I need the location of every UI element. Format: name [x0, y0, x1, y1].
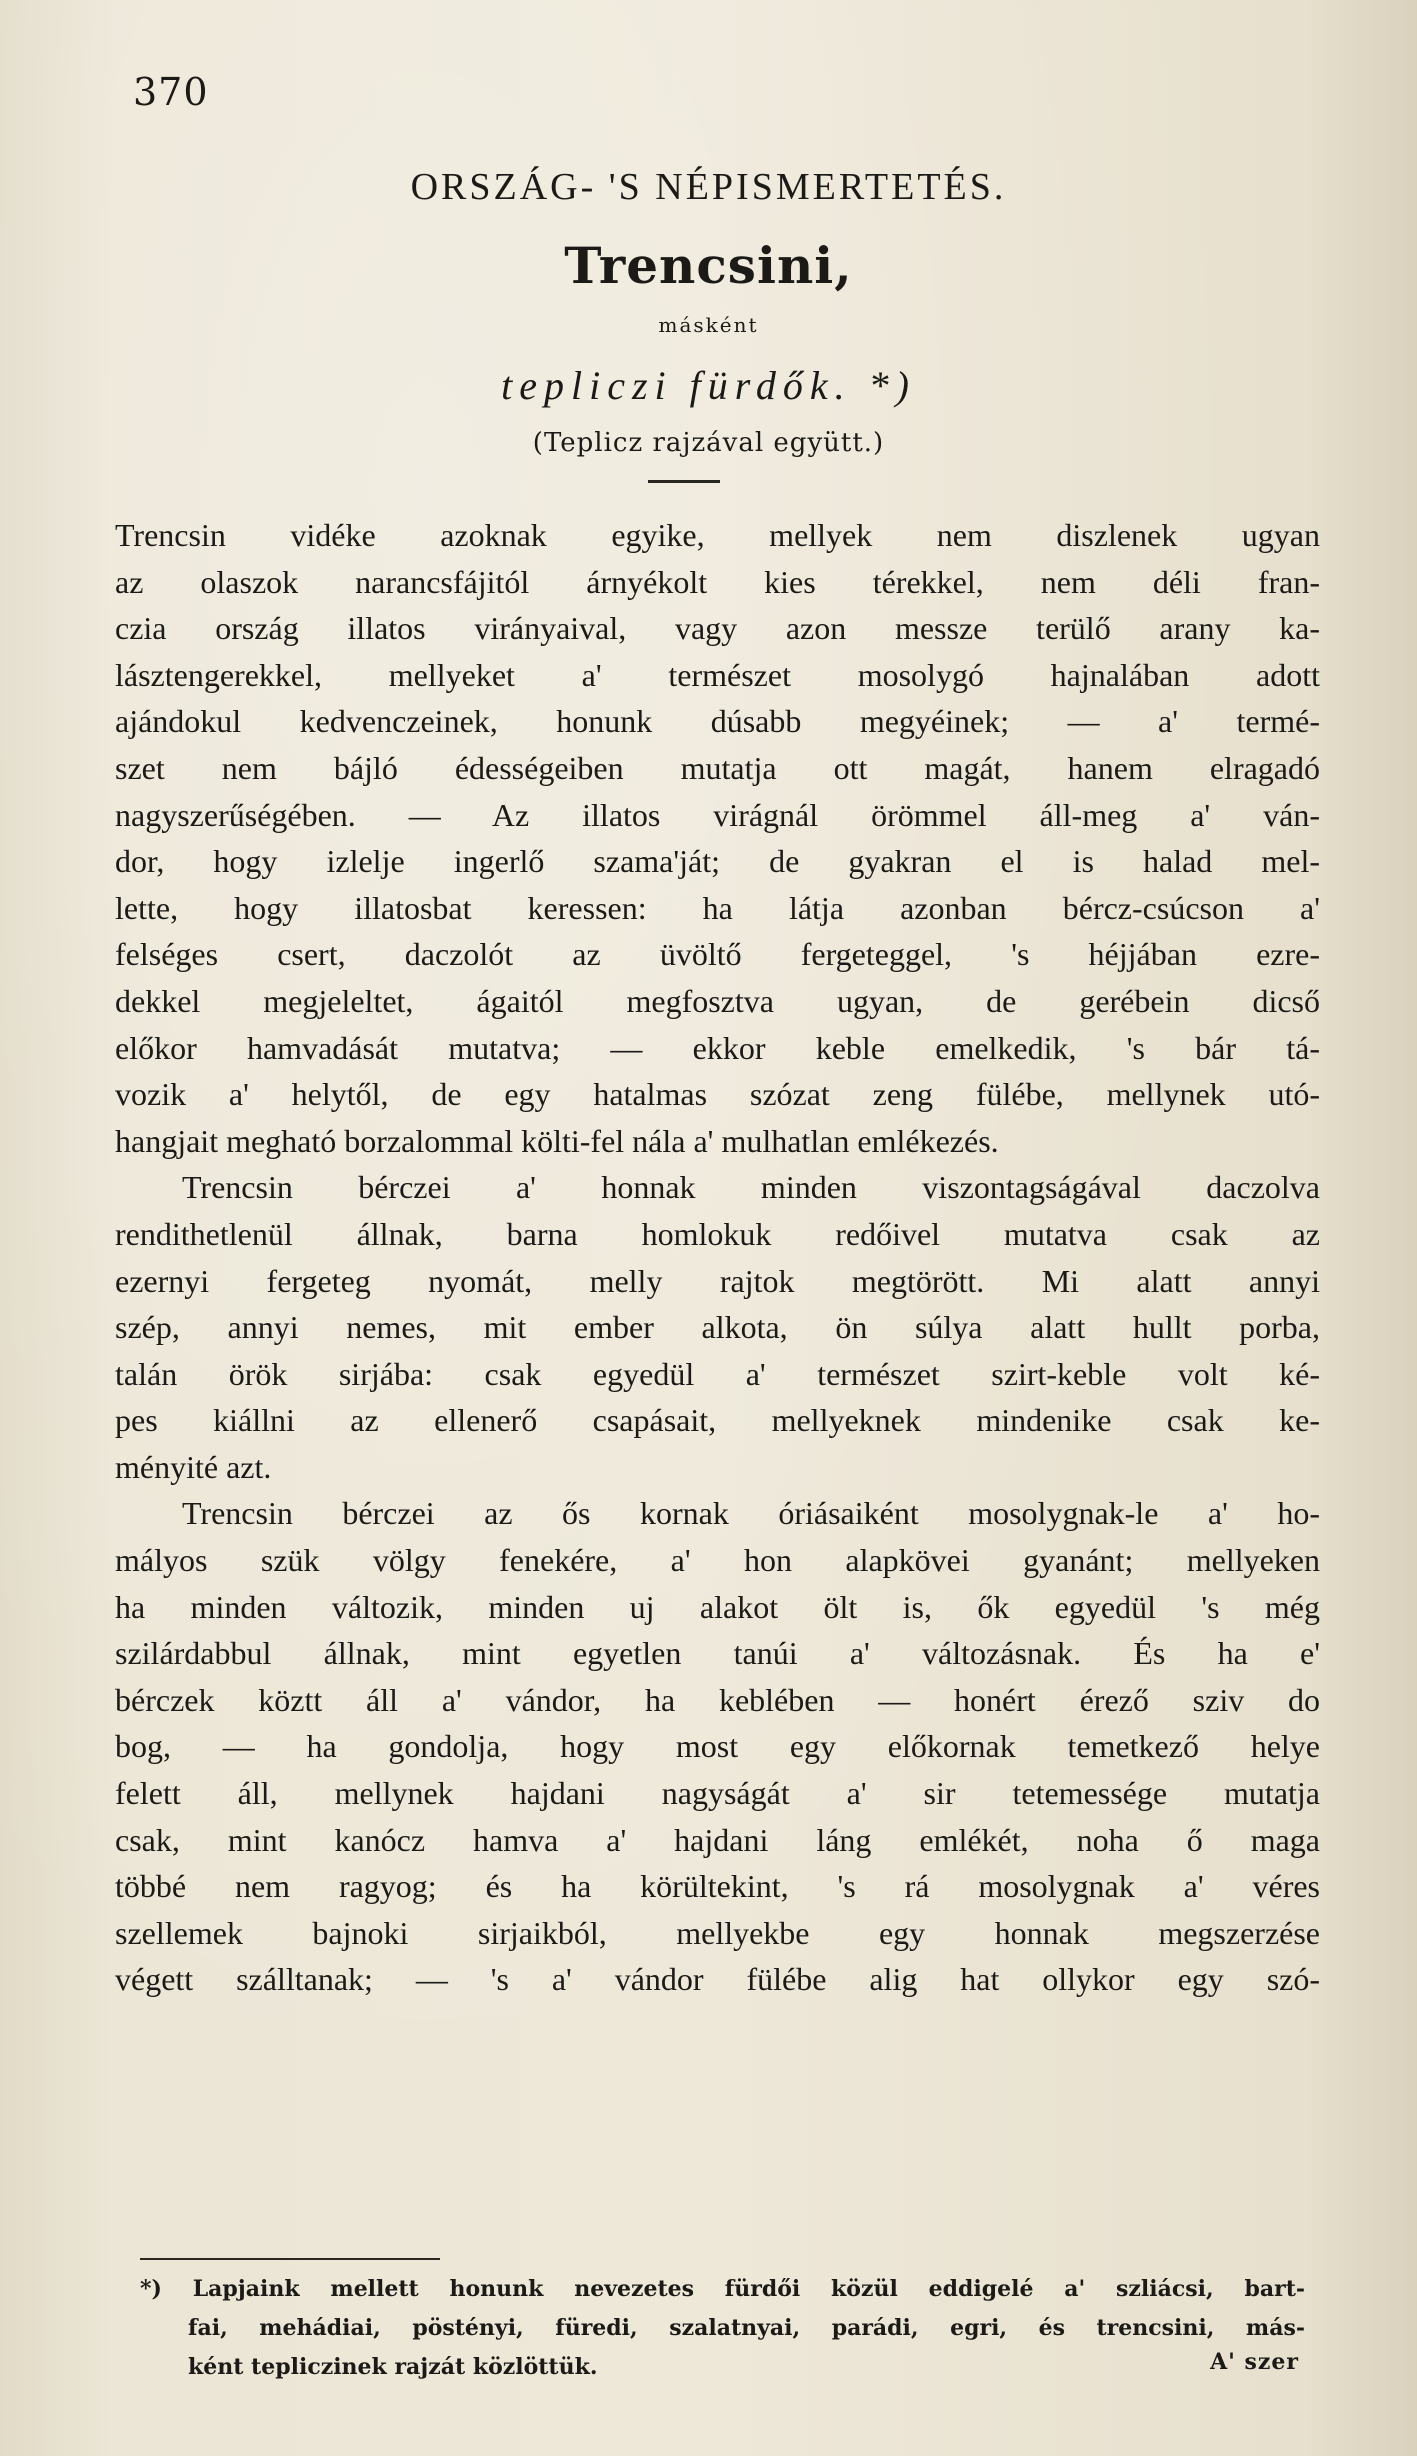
title-alternative-word: másként	[658, 313, 759, 337]
text-line: lásztengerekkel, mellyeket a' természet mosolygó hajnalában adott	[115, 656, 1320, 693]
illustration-caption: (Teplicz rajzával együtt.)	[532, 428, 885, 458]
text-line: szép, annyi nemes, mit ember alkota, ön súlya alatt hullt porba,	[115, 1309, 1320, 1346]
text-line: felett áll, mellynek hajdani nagyságát a' sir tetemessége mutatja	[115, 1775, 1320, 1812]
body-text	[115, 512, 1320, 2003]
text-line: ezernyi fergeteg nyomát, melly rajtok megtörött. Mi alatt annyi	[115, 1262, 1320, 1299]
text-line: Trencsin vidéke azoknak egyike, mellyek nem diszlenek ugyan	[115, 517, 1320, 553]
article-title: Trencsini,	[564, 236, 853, 295]
footnote-line: ként tepliczinek rajzát közlöttük.	[188, 2354, 598, 2380]
text-line: csak, mint kanócz hamva a' hajdani láng emlékét, noha ő maga	[115, 1821, 1320, 1858]
text-line: rendithetlenül állnak, barna homlokuk redőivel mutatva csak az	[115, 1215, 1320, 1252]
text-line: ajándokul kedvenczeinek, honunk dúsabb megyéinek; — a' termé-	[115, 703, 1320, 740]
text-line: talán örök sirjába: csak egyedül a' természet szirt-keble volt ké-	[115, 1355, 1320, 1392]
footnote-rule	[140, 2258, 440, 2260]
text-line: ményité azt.	[115, 1448, 272, 1485]
text-line: czia ország illatos virányaival, vagy azon messze terülő arany ka-	[115, 610, 1320, 647]
footnote-line: *) Lapjaink mellett honunk nevezetes fürdői közül eddigelé a' szliácsi, bart-	[140, 2276, 1305, 2302]
text-line: az olaszok narancsfájitól árnyékolt kies térekkel, nem déli fran-	[115, 563, 1320, 600]
text-line: felséges csert, daczolót az üvöltő fergeteggel, 's héjjában ezre-	[115, 936, 1320, 973]
text-line: szellemek bajnoki sirjaikból, mellyekbe egy honnak megszerzése	[115, 1914, 1320, 1951]
text-line: Trencsin bérczei a' honnak minden viszontagságával daczolva	[182, 1169, 1320, 1206]
text-line: Trencsin bérczei az ős kornak óriásaiként mosolygnak-le a' ho-	[182, 1495, 1320, 1532]
text-line: hangjait megható borzalommal költi-fel nála a' mulhatlan emlékezés.	[115, 1122, 999, 1159]
text-line: mályos szük völgy fenekére, a' hon alapkövei gyanánt; mellyeken	[115, 1542, 1320, 1579]
text-line: dekkel megjeleltet, ágaitól megfosztva ugyan, de gerébein dicső	[115, 982, 1320, 1019]
text-line: bérczek köztt áll a' vándor, ha keblében — honért érező sziv do	[115, 1681, 1320, 1718]
text-line: lette, hogy illatosbat keressen: ha látja azonban bércz-csúcson a'	[115, 889, 1320, 926]
text-line: bog, — ha gondolja, hogy most egy előkornak temetkező helye	[115, 1728, 1320, 1765]
text-line: vozik a' helytől, de egy hatalmas szózat zeng fülébe, mellynek utó-	[115, 1076, 1320, 1113]
running-head: ORSZÁG- 'S NÉPISMERTETÉS.	[410, 166, 1007, 208]
text-line: ha minden változik, minden uj alakot ölt is, ők egyedül 's még	[115, 1588, 1320, 1625]
text-line: dor, hogy izlelje ingerlő szama'ját; de gyakran el is halad mel-	[115, 843, 1320, 880]
text-line: előkor hamvadását mutatva; — ekkor keble emelkedik, 's bár tá-	[115, 1029, 1320, 1066]
footnote-line: fai, mehádiai, pöstényi, füredi, szalatnyai, parádi, egri, és trencsini, más-	[188, 2315, 1305, 2341]
author-signature: A' szer	[1210, 2349, 1299, 2375]
text-line: szet nem bájló édességeiben mutatja ott magát, hanem elragadó	[115, 749, 1320, 786]
text-line: nagyszerűségében. — Az illatos virágnál örömmel áll-meg a' ván-	[115, 796, 1320, 833]
footnote	[140, 2270, 1305, 2387]
article-subtitle: tepliczi fürdők. *)	[501, 363, 916, 408]
text-line: végett szálltanak; — 's a' vándor fülébe alig hat ollykor egy szó-	[115, 1961, 1320, 1998]
text-line: szilárdabbul állnak, mint egyetlen tanúi a' változásnak. És ha e'	[115, 1635, 1320, 1672]
page-number: 370	[133, 70, 209, 114]
title-divider-rule	[648, 480, 720, 483]
text-line: többé nem ragyog; és ha körültekint, 's rá mosolygnak a' véres	[115, 1868, 1320, 1905]
text-line: pes kiállni az ellenerő csapásait, mellyeknek mindenike csak ke-	[115, 1402, 1320, 1439]
